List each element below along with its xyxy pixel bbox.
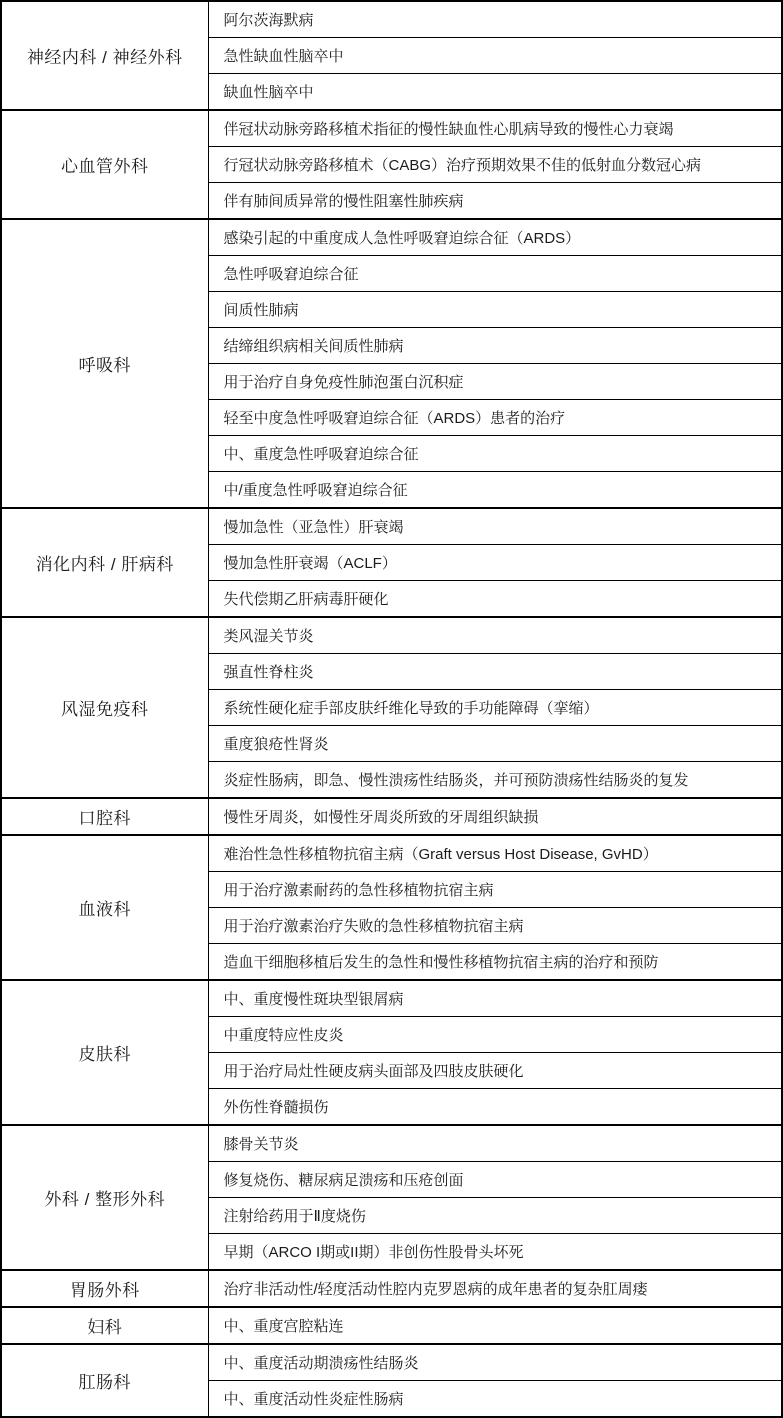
indication-cell: 急性缺血性脑卒中 — [208, 38, 782, 74]
department-cell: 消化内科 / 肝病科 — [1, 508, 208, 617]
indication-cell: 间质性肺病 — [208, 292, 782, 328]
indication-cell: 造血干细胞移植后发生的急性和慢性移植物抗宿主病的治疗和预防 — [208, 944, 782, 981]
indication-cell: 重度狼疮性肾炎 — [208, 726, 782, 762]
department-cell: 皮肤科 — [1, 980, 208, 1125]
indication-cell: 急性呼吸窘迫综合征 — [208, 256, 782, 292]
table-row — [1, 1344, 782, 1381]
table-row — [1, 1125, 782, 1162]
department-cell: 心血管外科 — [1, 110, 208, 219]
table-row — [1, 835, 782, 872]
department-cell: 外科 / 整形外科 — [1, 1125, 208, 1270]
indication-cell: 类风湿关节炎 — [208, 617, 782, 654]
table-row — [1, 1307, 782, 1344]
indication-cell: 修复烧伤、糖尿病足溃疡和压疮创面 — [208, 1162, 782, 1198]
indication-cell: 中、重度急性呼吸窘迫综合征 — [208, 436, 782, 472]
indication-cell: 慢加急性肝衰竭（ACLF） — [208, 545, 782, 581]
department-cell: 肛肠科 — [1, 1344, 208, 1417]
indication-cell: 中/重度急性呼吸窘迫综合征 — [208, 472, 782, 509]
table-row — [1, 980, 782, 1017]
department-cell: 血液科 — [1, 835, 208, 980]
indication-cell: 缺血性脑卒中 — [208, 74, 782, 111]
table-row — [1, 1270, 782, 1307]
department-cell: 妇科 — [1, 1307, 208, 1344]
indication-cell: 结缔组织病相关间质性肺病 — [208, 328, 782, 364]
indication-cell: 难治性急性移植物抗宿主病（Graft versus Host Disease, GvHD） — [208, 835, 782, 872]
indication-cell: 炎症性肠病，即急、慢性溃疡性结肠炎，并可预防溃疡性结肠炎的复发 — [208, 762, 782, 799]
indication-cell: 用于治疗激素耐药的急性移植物抗宿主病 — [208, 872, 782, 908]
table-row — [1, 617, 782, 654]
department-cell: 呼吸科 — [1, 219, 208, 508]
indication-cell: 膝骨关节炎 — [208, 1125, 782, 1162]
table-row — [1, 1, 782, 38]
indication-cell: 伴冠状动脉旁路移植术指征的慢性缺血性心肌病导致的慢性心力衰竭 — [208, 110, 782, 147]
indication-cell: 伴有肺间质异常的慢性阻塞性肺疾病 — [208, 183, 782, 220]
indication-cell: 慢性牙周炎，如慢性牙周炎所致的牙周组织缺损 — [208, 798, 782, 835]
indication-cell: 外伤性脊髓损伤 — [208, 1089, 782, 1126]
indication-cell: 慢加急性（亚急性）肝衰竭 — [208, 508, 782, 545]
indication-cell: 失代偿期乙肝病毒肝硬化 — [208, 581, 782, 618]
indication-cell: 行冠状动脉旁路移植术（CABG）治疗预期效果不佳的低射血分数冠心病 — [208, 147, 782, 183]
indication-cell: 中、重度活动期溃疡性结肠炎 — [208, 1344, 782, 1381]
table-row — [1, 110, 782, 147]
indication-cell: 强直性脊柱炎 — [208, 654, 782, 690]
table-row — [1, 219, 782, 256]
indication-cell: 中、重度宫腔粘连 — [208, 1307, 782, 1344]
indication-cell: 阿尔茨海默病 — [208, 1, 782, 38]
indication-cell: 早期（ARCO I期或II期）非创伤性股骨头坏死 — [208, 1234, 782, 1271]
department-cell: 胃肠外科 — [1, 1270, 208, 1307]
indication-cell: 中重度特应性皮炎 — [208, 1017, 782, 1053]
table-body — [1, 1, 782, 1417]
indication-cell: 用于治疗自身免疫性肺泡蛋白沉积症 — [208, 364, 782, 400]
indication-cell: 用于治疗局灶性硬皮病头面部及四肢皮肤硬化 — [208, 1053, 782, 1089]
indication-cell: 系统性硬化症手部皮肤纤维化导致的手功能障碍（挛缩） — [208, 690, 782, 726]
indication-cell: 感染引起的中重度成人急性呼吸窘迫综合征（ARDS） — [208, 219, 782, 256]
indication-cell: 注射给药用于Ⅱ度烧伤 — [208, 1198, 782, 1234]
table-row — [1, 508, 782, 545]
indication-cell: 用于治疗激素治疗失败的急性移植物抗宿主病 — [208, 908, 782, 944]
department-cell: 神经内科 / 神经外科 — [1, 1, 208, 110]
table-row — [1, 798, 782, 835]
indication-cell: 中、重度慢性斑块型银屑病 — [208, 980, 782, 1017]
indication-cell: 轻至中度急性呼吸窘迫综合征（ARDS）患者的治疗 — [208, 400, 782, 436]
department-cell: 风湿免疫科 — [1, 617, 208, 798]
indication-cell: 中、重度活动性炎症性肠病 — [208, 1381, 782, 1418]
indication-cell: 治疗非活动性/轻度活动性腔内克罗恩病的成年患者的复杂肛周瘘 — [208, 1270, 782, 1307]
department-cell: 口腔科 — [1, 798, 208, 835]
